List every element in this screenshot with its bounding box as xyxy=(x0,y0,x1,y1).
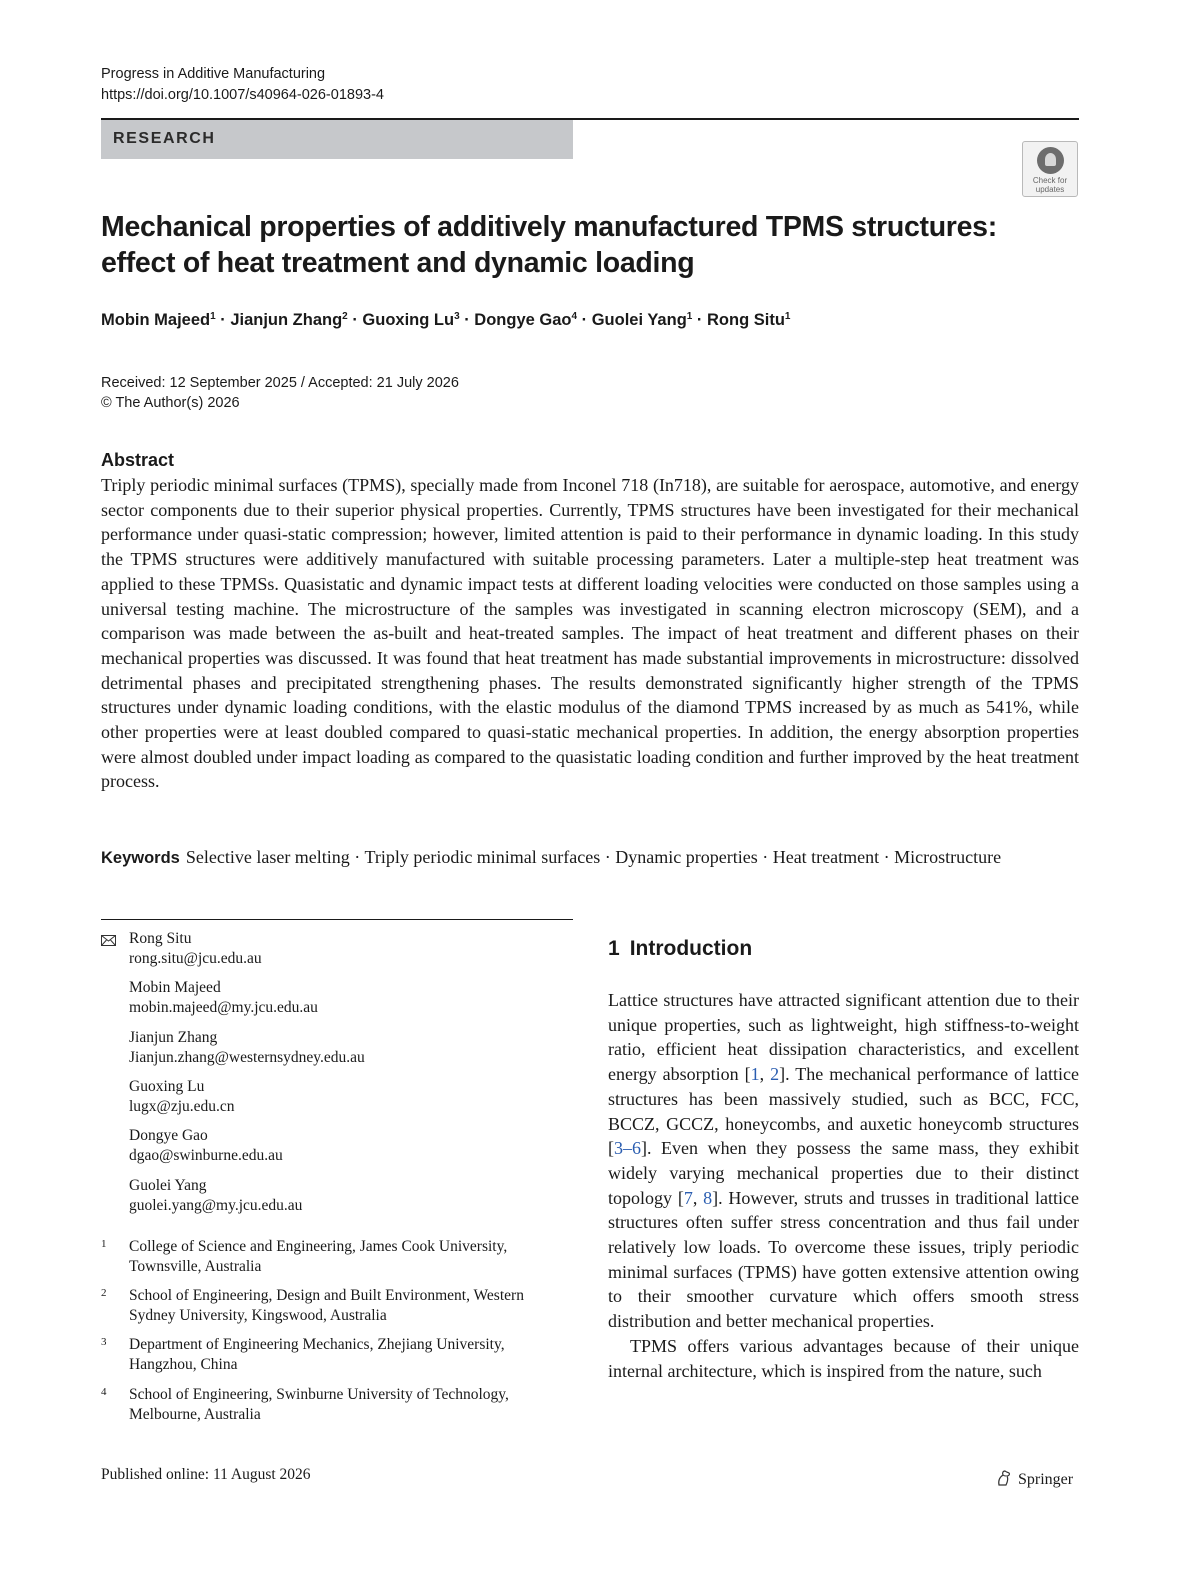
intro-text-run: , xyxy=(759,1064,771,1085)
affiliation-text: College of Science and Engineering, James Cook University, Townsville, Australia xyxy=(129,1238,508,1275)
affiliation-marker: 2 xyxy=(342,311,348,322)
author-name[interactable]: Mobin Majeed xyxy=(101,311,211,329)
check-for-updates-badge[interactable] xyxy=(1022,141,1078,197)
contact-email[interactable]: guolei.yang@my.jcu.edu.au xyxy=(129,1197,303,1214)
publisher-name: Springer xyxy=(1018,1471,1074,1488)
affiliation-marker: 1 xyxy=(686,311,693,322)
affiliation-number: 1 xyxy=(101,1238,107,1250)
contact-name: Jianjun Zhang xyxy=(129,1029,218,1046)
keywords-label: Keywords xyxy=(101,849,180,867)
keywords-text: Selective laser melting · Triply periodic minimal surfaces · Dynamic properties · Heat treatment · Microstructure xyxy=(185,847,1002,867)
introduction-body xyxy=(608,988,1079,1383)
contact-name: Guolei Yang xyxy=(129,1177,207,1194)
contact-entry xyxy=(129,978,318,1018)
citation-link[interactable]: 3–6 xyxy=(614,1138,641,1159)
contact-name: Rong Situ xyxy=(129,930,192,947)
journal-header xyxy=(101,64,384,106)
intro-paragraph-1 xyxy=(608,988,1079,1334)
contact-name: Dongye Gao xyxy=(129,1127,208,1144)
author-separator: · xyxy=(577,311,592,329)
author-name[interactable]: Rong Situ xyxy=(707,311,785,329)
intro-text-run: ]. However, struts and trusses in traditional lattice structures often suffer stress concentration and thus fail under relatively low loads. To overcome these issues, triply periodic minimal surfaces (TPMS) have gotten extensive attention owing to their smoother curvature which offers smooth stress distribution and better mechanical properties. xyxy=(608,1187,1079,1332)
badge-line-1: Check for xyxy=(1032,176,1068,185)
affiliation-number: 3 xyxy=(101,1336,107,1348)
springer-horse-icon xyxy=(995,1469,1013,1487)
contact-name: Mobin Majeed xyxy=(129,979,221,996)
title-line-2: effect of heat treatment and dynamic loading xyxy=(101,247,695,279)
citation-link[interactable]: 1 xyxy=(750,1064,760,1085)
affiliation-number: 4 xyxy=(101,1386,107,1398)
doi-link[interactable]: https://doi.org/10.1007/s40964-026-01893-4 xyxy=(101,87,384,103)
title-line-1: Mechanical properties of additively manufactured TPMS structures: xyxy=(101,211,997,243)
abstract-heading: Abstract xyxy=(101,450,175,470)
keywords xyxy=(101,845,1079,871)
contact-name: Guoxing Lu xyxy=(129,1078,205,1095)
contact-entry xyxy=(129,1028,365,1068)
contact-email[interactable]: lugx@zju.edu.cn xyxy=(129,1098,235,1115)
received-accepted: Received: 12 September 2025 / Accepted: 21 July 2026 xyxy=(101,375,459,391)
affiliation-text: School of Engineering, Swinburne University of Technology, Melbourne, Australia xyxy=(129,1386,509,1423)
journal-name: Progress in Additive Manufacturing xyxy=(101,66,326,82)
author-name[interactable]: Guoxing Lu xyxy=(362,311,455,329)
affiliation-text: Department of Engineering Mechanics, Zhejiang University, Hangzhou, China xyxy=(129,1336,505,1373)
intro-text-run: ]. Even when they possess the same mass, they exhibit widely varying mechanical properties due to their distinct topology [ xyxy=(608,1138,1079,1208)
paper-title xyxy=(101,209,1081,281)
contact-email[interactable]: mobin.majeed@my.jcu.edu.au xyxy=(129,999,318,1016)
citation-link[interactable]: 8 xyxy=(703,1187,713,1208)
intro-text-run: Lattice structures have attracted significant attention due to their unique properties, such as lightweight, high stiffness-to-weight ratio, efficient heat dissipation characteristics, and excellent energy absorption [ xyxy=(608,990,1079,1085)
bookmark-icon xyxy=(1037,147,1064,174)
section-title: Introduction xyxy=(629,937,753,960)
intro-text-run: ]. The mechanical performance of lattice structures has been massively studied, such as BCC, FCC, BCCZ, GCCZ, honeycombs, and auxetic honeycomb structures [ xyxy=(608,1064,1079,1159)
author-name[interactable]: Guolei Yang xyxy=(591,311,687,329)
contact-email[interactable]: rong.situ@jcu.edu.au xyxy=(129,950,262,967)
section-label: RESEARCH xyxy=(113,130,216,147)
contact-email[interactable]: Jianjun.zhang@westernsydney.edu.au xyxy=(129,1049,365,1066)
badge-line-2: updates xyxy=(1035,184,1065,194)
contact-entry xyxy=(129,1077,235,1117)
intro-paragraph-2: TPMS offers various advantages because of their unique internal architecture, which is inspired from the nature, such xyxy=(608,1335,1079,1381)
affiliation-marker: 1 xyxy=(784,311,791,322)
citation-link[interactable]: 2 xyxy=(770,1064,780,1085)
author-separator: · xyxy=(459,311,475,329)
abstract-text: Triply periodic minimal surfaces (TPMS), specially made from Inconel 718 (In718), are suitable for aerospace, automotive, and energy sector components due to their superior physical properties. Currently, TPMS structures have been investigated for their mechanical performance under quasi-static compression; however, limited attention is paid to their performance in dynamic loading. In this study the TPMS structures were additively manufactured with suitable processing parameters. Later a multiple-step heat treatment was applied to these TPMSs. Quasistatic and dynamic impact tests at different loading velocities were conducted on those samples using a universal testing machine. The microstructure of the samples was investigated in scanning electron microscopy (SEM), and a comparison was made between the as-built and heat-treated samples. The impact of heat treatment and different phases on their mechanical properties was discussed. It was found that heat treatment has made substantial improvements in microstructure: dissolved detrimental phases and precipitated strengthening phases. The results demonstrated significantly higher strength of the TPMS structures under dynamic loading conditions, with the elastic modulus of the diamond TPMS increased by as much as 541%, while other properties were at least doubled compared to quasi-static mechanical properties. In addition, the energy absorption properties were almost doubled under impact loading as compared to the quasistatic loading condition and further improved by the heat treatment process. xyxy=(101,475,1079,792)
section-heading-introduction xyxy=(608,937,752,961)
dates-block xyxy=(101,373,459,413)
affiliation-text: School of Engineering, Design and Built Environment, Western Sydney University, Kingswood, Australia xyxy=(129,1287,524,1324)
author-separator: · xyxy=(215,311,231,329)
intro-text-run: , xyxy=(692,1187,704,1208)
citation-link[interactable]: 7 xyxy=(683,1187,693,1208)
envelope-icon xyxy=(101,935,116,946)
contact-entry xyxy=(129,1126,283,1166)
affiliation-marker: 4 xyxy=(571,311,578,322)
contact-entry xyxy=(129,1176,302,1216)
author-separator: · xyxy=(347,311,363,329)
contact-entry xyxy=(129,929,262,969)
published-online: Published online: 11 August 2026 xyxy=(101,1466,311,1483)
copyright: © The Author(s) 2026 xyxy=(101,395,240,411)
publisher-logo xyxy=(995,1469,1073,1489)
footnote-rule xyxy=(101,919,573,920)
author-list xyxy=(101,311,790,330)
author-name[interactable]: Jianjun Zhang xyxy=(230,311,343,329)
affiliation-marker: 1 xyxy=(210,311,216,322)
affiliation-marker: 3 xyxy=(454,311,460,322)
affiliation-number: 2 xyxy=(101,1287,107,1299)
author-name[interactable]: Dongye Gao xyxy=(474,311,572,329)
section-number: 1 xyxy=(608,937,620,960)
author-separator: · xyxy=(692,311,708,329)
contact-email[interactable]: dgao@swinburne.edu.au xyxy=(129,1147,283,1164)
